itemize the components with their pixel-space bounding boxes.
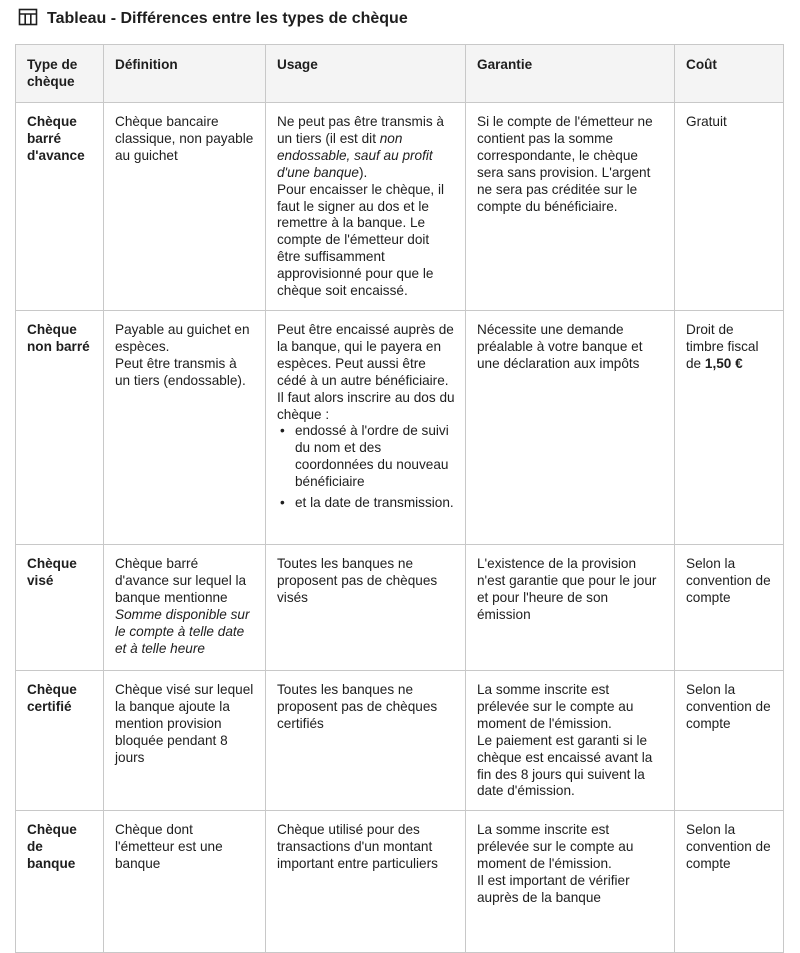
header-definition: Définition [104, 45, 266, 103]
cell-cout: Selon la convention de compte [675, 811, 784, 953]
list-item: • endossé à l'ordre de suivi du nom et des coordonnées du nouveau bénéficiaire [277, 423, 455, 491]
table-row [16, 311, 784, 545]
cell-garantie: L'existence de la provision n'est garantie que pour le jour et pour l'heure de son émission [466, 545, 675, 671]
usage-text: Peut être encaissé auprès de la banque, qui le payera en espèces. Peut aussi être cédé à un autre bénéficiaire. Il faut alors inscrire au dos du chèque : [277, 322, 455, 422]
cheque-types-table [15, 44, 784, 953]
header-type: Type de chèque [16, 45, 104, 103]
usage-list [277, 423, 455, 512]
cell-type: Chèque non barré [16, 311, 104, 545]
table-row [16, 671, 784, 811]
garantie-text: La somme inscrite est prélevée sur le compte au moment de l'émission. [477, 682, 634, 731]
cell-usage [266, 103, 466, 311]
header-usage: Usage [266, 45, 466, 103]
cell-cout: Gratuit [675, 103, 784, 311]
cell-type: Chèque de banque [16, 811, 104, 953]
table-row [16, 545, 784, 671]
table-row [16, 811, 784, 953]
cell-garantie [466, 811, 675, 953]
cell-garantie: Si le compte de l'émetteur ne contient pas la somme correspondante, le chèque sera sans provision. L'argent ne sera pas créditée sur le compte du bénéficiaire. [466, 103, 675, 311]
cell-definition: Chèque visé sur lequel la banque ajoute la mention provision bloquée pendant 8 jours [104, 671, 266, 811]
cell-definition [104, 545, 266, 671]
cell-type: Chèque certifié [16, 671, 104, 811]
cell-usage: Toutes les banques ne proposent pas de chèques visés [266, 545, 466, 671]
cell-type: Chèque barré d'avance [16, 103, 104, 311]
table-title: Tableau - Différences entre les types de chèque [47, 10, 408, 27]
garantie-text: Le paiement est garanti si le chèque est encaissé avant la fin des 8 jours qui suivent la date d'émission. [477, 732, 653, 799]
cell-definition [104, 311, 266, 545]
cell-cout: Selon la convention de compte [675, 545, 784, 671]
list-item: • et la date de transmission. [277, 495, 455, 512]
table-row [16, 103, 784, 311]
cout-text: Droit de timbre fiscal de [686, 322, 759, 371]
cell-cout: Selon la convention de compte [675, 671, 784, 811]
definition-emphasis: Somme disponible sur le compte à telle date et à telle heure [115, 606, 250, 656]
table-icon [18, 7, 47, 32]
usage-emphasis: non endossable, sauf au profit d'une banque [277, 130, 433, 180]
cell-cout [675, 311, 784, 545]
cell-usage: Toutes les banques ne proposent pas de chèques certifiés [266, 671, 466, 811]
header-cout: Coût [675, 45, 784, 103]
cell-type: Chèque visé [16, 545, 104, 671]
cell-garantie: Nécessite une demande préalable à votre banque et une déclaration aux impôts [466, 311, 675, 545]
cell-usage: Chèque utilisé pour des transactions d'un montant important entre particuliers [266, 811, 466, 953]
garantie-text: La somme inscrite est prélevée sur le compte au moment de l'émission. [477, 822, 634, 872]
cell-usage [266, 311, 466, 545]
definition-text: Chèque barré d'avance sur lequel la banque mentionne [115, 556, 247, 605]
table-title-bar [18, 7, 408, 31]
definition-text: Payable au guichet en espèces. [115, 322, 250, 354]
cell-definition: Chèque dont l'émetteur est une banque [104, 811, 266, 953]
cell-definition: Chèque bancaire classique, non payable au guichet [104, 103, 266, 311]
cell-garantie [466, 671, 675, 811]
table-header-row [16, 45, 784, 103]
usage-text: Pour encaisser le chèque, il faut le signer au dos et le remettre à la banque. Le compte de l'émetteur doit être suffisamment approvisionné pour que le chèque soit encaissé. [277, 181, 444, 299]
header-garantie: Garantie [466, 45, 675, 103]
usage-text: ). [358, 164, 368, 180]
garantie-text: Il est important de vérifier auprès de la banque [477, 873, 630, 905]
usage-text: Ne peut pas être transmis à un tiers (il est dit [277, 114, 444, 146]
cout-amount: 1,50 € [704, 355, 743, 371]
definition-text: Peut être transmis à un tiers (endossable). [115, 355, 246, 388]
